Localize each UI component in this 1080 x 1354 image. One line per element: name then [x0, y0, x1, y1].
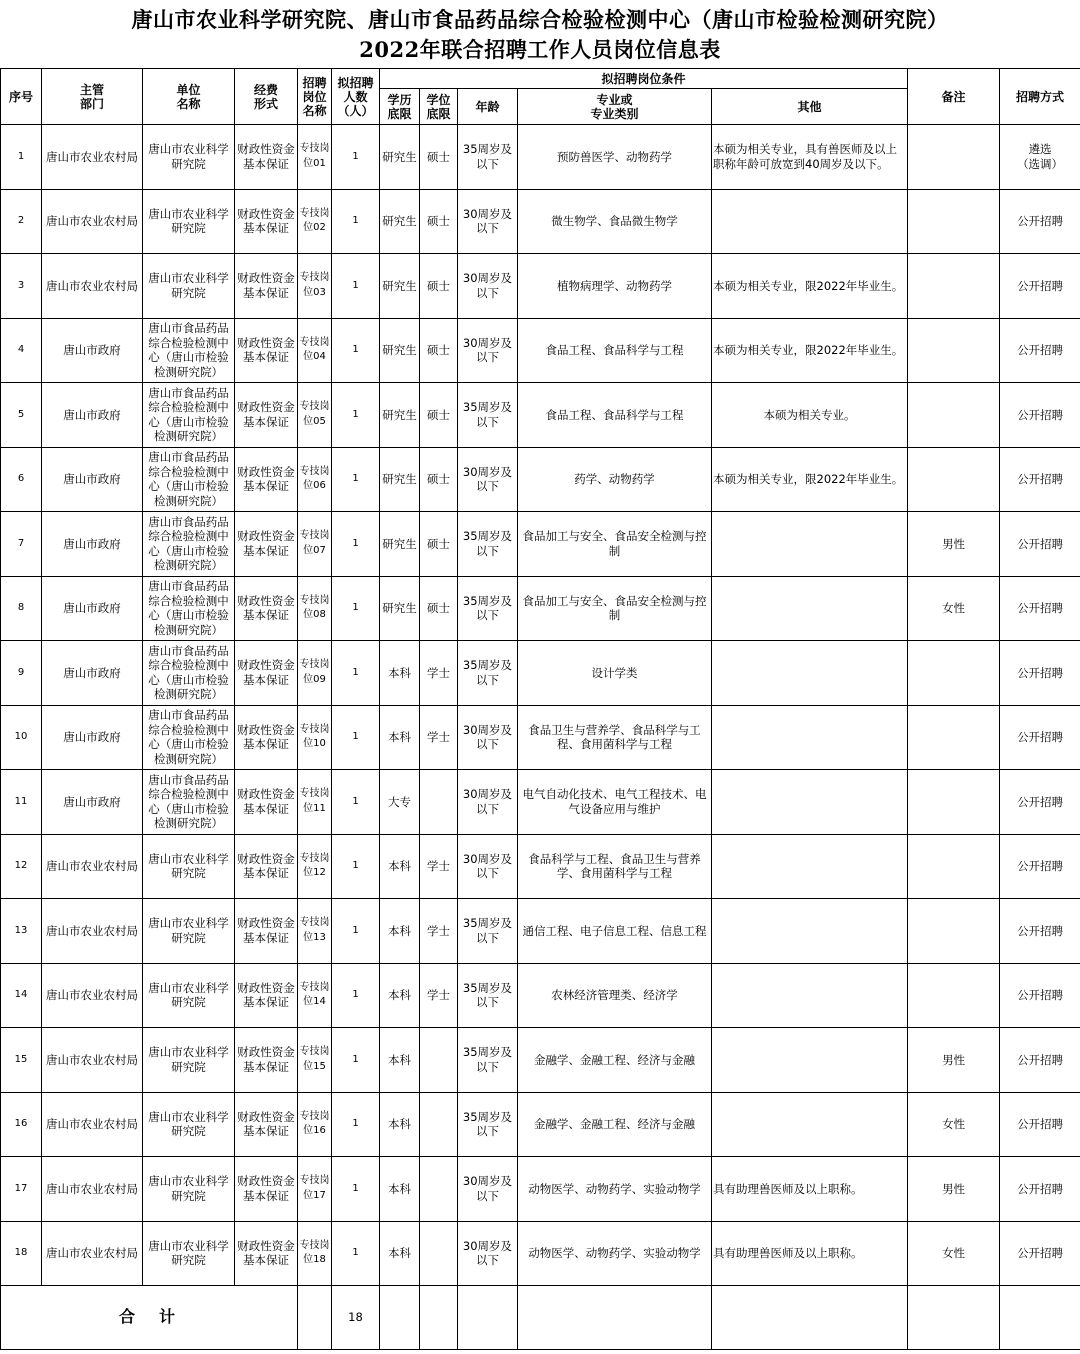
cell-funding: 财政性资金基本保证 [235, 576, 298, 641]
header-unit: 单位 名称 [143, 69, 235, 125]
cell-degree: 硕士 [420, 318, 458, 383]
cell-funding: 财政性资金基本保证 [235, 963, 298, 1028]
cell-method: 公开招聘 [1000, 1028, 1080, 1093]
cell-seq: 10 [1, 705, 42, 770]
header-conditions: 拟招聘岗位条件 [380, 69, 908, 89]
cell-funding: 财政性资金基本保证 [235, 899, 298, 964]
cell-age: 35周岁及以下 [458, 963, 518, 1028]
cell-method: 公开招聘 [1000, 383, 1080, 448]
header-remark: 备注 [908, 69, 1000, 125]
cell-remark: 男性 [908, 1157, 1000, 1222]
cell-other: 本硕为相关专业，限2022年毕业生。 [712, 318, 908, 383]
cell-post: 专技岗位04 [298, 318, 332, 383]
total-empty-cell [420, 1286, 458, 1350]
table-row [1, 447, 1080, 512]
cell-dept: 唐山市农业农村局 [42, 1092, 143, 1157]
cell-degree: 硕士 [420, 254, 458, 319]
cell-unit: 唐山市农业科学研究院 [143, 1028, 235, 1093]
cell-unit: 唐山市农业科学研究院 [143, 834, 235, 899]
cell-degree: 学士 [420, 834, 458, 899]
cell-degree: 硕士 [420, 383, 458, 448]
cell-age: 35周岁及以下 [458, 899, 518, 964]
table-row [1, 963, 1080, 1028]
cell-remark [908, 963, 1000, 1028]
total-row [1, 1286, 1080, 1350]
cell-unit: 唐山市食品药品综合检验检测中心（唐山市检验检测研究院） [143, 447, 235, 512]
total-empty-cell [1000, 1286, 1080, 1350]
cell-count: 1 [332, 512, 380, 577]
cell-age: 35周岁及以下 [458, 641, 518, 706]
cell-major: 预防兽医学、动物药学 [518, 125, 712, 190]
cell-count: 1 [332, 1221, 380, 1286]
cell-major: 电气自动化技术、电气工程技术、电气设备应用与维护 [518, 770, 712, 835]
cell-funding: 财政性资金基本保证 [235, 770, 298, 835]
table-row [1, 318, 1080, 383]
cell-post: 专技岗位09 [298, 641, 332, 706]
cell-other: 具有助理兽医师及以上职称。 [712, 1157, 908, 1222]
cell-edu: 研究生 [380, 189, 420, 254]
cell-major: 通信工程、电子信息工程、信息工程 [518, 899, 712, 964]
cell-count: 1 [332, 383, 380, 448]
cell-remark [908, 189, 1000, 254]
cell-age: 30周岁及以下 [458, 1221, 518, 1286]
cell-seq: 7 [1, 512, 42, 577]
cell-seq: 9 [1, 641, 42, 706]
cell-method: 遴选 （选调） [1000, 125, 1080, 190]
cell-method: 公开招聘 [1000, 189, 1080, 254]
cell-age: 30周岁及以下 [458, 318, 518, 383]
cell-major: 金融学、金融工程、经济与金融 [518, 1092, 712, 1157]
cell-age: 35周岁及以下 [458, 512, 518, 577]
cell-edu: 本科 [380, 1221, 420, 1286]
cell-post: 专技岗位08 [298, 576, 332, 641]
document-title [0, 0, 1080, 68]
cell-dept: 唐山市政府 [42, 576, 143, 641]
cell-dept: 唐山市政府 [42, 705, 143, 770]
cell-dept: 唐山市农业农村局 [42, 1028, 143, 1093]
cell-count: 1 [332, 770, 380, 835]
cell-major: 食品工程、食品科学与工程 [518, 383, 712, 448]
cell-funding: 财政性资金基本保证 [235, 1157, 298, 1222]
cell-funding: 财政性资金基本保证 [235, 318, 298, 383]
cell-other: 具有助理兽医师及以上职称。 [712, 1221, 908, 1286]
cell-degree: 学士 [420, 899, 458, 964]
cell-degree [420, 1221, 458, 1286]
cell-dept: 唐山市政府 [42, 512, 143, 577]
recruitment-table [0, 68, 1080, 1350]
cell-other [712, 834, 908, 899]
cell-funding: 财政性资金基本保证 [235, 512, 298, 577]
total-empty-cell [908, 1286, 1000, 1350]
cell-major: 动物医学、动物药学、实验动物学 [518, 1157, 712, 1222]
cell-count: 1 [332, 1157, 380, 1222]
title-line-2: 2022年联合招聘工作人员岗位信息表 [359, 37, 721, 62]
cell-dept: 唐山市农业农村局 [42, 1157, 143, 1222]
cell-degree: 学士 [420, 963, 458, 1028]
cell-edu: 研究生 [380, 383, 420, 448]
cell-unit: 唐山市食品药品综合检验检测中心（唐山市检验检测研究院） [143, 318, 235, 383]
cell-remark: 女性 [908, 1092, 1000, 1157]
header-post: 招聘 岗位 名称 [298, 69, 332, 125]
cell-unit: 唐山市食品药品综合检验检测中心（唐山市检验检测研究院） [143, 512, 235, 577]
cell-major: 农林经济管理类、经济学 [518, 963, 712, 1028]
cell-degree: 硕士 [420, 512, 458, 577]
cell-other [712, 770, 908, 835]
cell-seq: 4 [1, 318, 42, 383]
cell-edu: 本科 [380, 834, 420, 899]
table-row [1, 770, 1080, 835]
header-degree: 学位 底限 [420, 89, 458, 125]
cell-remark [908, 834, 1000, 899]
cell-major: 食品工程、食品科学与工程 [518, 318, 712, 383]
cell-funding: 财政性资金基本保证 [235, 705, 298, 770]
cell-degree: 硕士 [420, 189, 458, 254]
cell-post: 专技岗位12 [298, 834, 332, 899]
table-row [1, 189, 1080, 254]
cell-remark [908, 383, 1000, 448]
cell-degree: 学士 [420, 641, 458, 706]
cell-age: 35周岁及以下 [458, 576, 518, 641]
cell-remark: 女性 [908, 576, 1000, 641]
cell-count: 1 [332, 318, 380, 383]
cell-other: 本硕为相关专业。 [712, 383, 908, 448]
cell-remark [908, 899, 1000, 964]
total-empty-cell [380, 1286, 420, 1350]
table-row [1, 705, 1080, 770]
cell-seq: 15 [1, 1028, 42, 1093]
header-other: 其他 [712, 89, 908, 125]
cell-dept: 唐山市农业农村局 [42, 125, 143, 190]
cell-edu: 本科 [380, 1028, 420, 1093]
cell-other: 本硕为相关专业，限2022年毕业生。 [712, 254, 908, 319]
table-body [1, 125, 1080, 1286]
cell-degree: 硕士 [420, 447, 458, 512]
cell-edu: 本科 [380, 1092, 420, 1157]
cell-unit: 唐山市农业科学研究院 [143, 254, 235, 319]
cell-other [712, 1028, 908, 1093]
cell-post: 专技岗位10 [298, 705, 332, 770]
cell-unit: 唐山市农业科学研究院 [143, 189, 235, 254]
cell-count: 1 [332, 254, 380, 319]
cell-other [712, 899, 908, 964]
header-major: 专业或 专业类别 [518, 89, 712, 125]
cell-unit: 唐山市食品药品综合检验检测中心（唐山市检验检测研究院） [143, 383, 235, 448]
cell-other [712, 1092, 908, 1157]
cell-other [712, 705, 908, 770]
cell-remark [908, 705, 1000, 770]
cell-post: 专技岗位13 [298, 899, 332, 964]
cell-major: 微生物学、食品微生物学 [518, 189, 712, 254]
cell-unit: 唐山市农业科学研究院 [143, 899, 235, 964]
cell-count: 1 [332, 705, 380, 770]
total-empty-cell [712, 1286, 908, 1350]
cell-age: 35周岁及以下 [458, 125, 518, 190]
cell-edu: 研究生 [380, 125, 420, 190]
cell-seq: 1 [1, 125, 42, 190]
cell-post: 专技岗位18 [298, 1221, 332, 1286]
cell-count: 1 [332, 899, 380, 964]
cell-funding: 财政性资金基本保证 [235, 1028, 298, 1093]
cell-count: 1 [332, 125, 380, 190]
table-row [1, 1092, 1080, 1157]
cell-edu: 本科 [380, 705, 420, 770]
cell-method: 公开招聘 [1000, 576, 1080, 641]
cell-seq: 11 [1, 770, 42, 835]
cell-seq: 14 [1, 963, 42, 1028]
header-funding: 经费 形式 [235, 69, 298, 125]
cell-dept: 唐山市政府 [42, 447, 143, 512]
cell-funding: 财政性资金基本保证 [235, 1092, 298, 1157]
cell-major: 食品卫生与营养学、食品科学与工程、食用菌科学与工程 [518, 705, 712, 770]
cell-method: 公开招聘 [1000, 447, 1080, 512]
cell-edu: 研究生 [380, 318, 420, 383]
cell-seq: 17 [1, 1157, 42, 1222]
cell-funding: 财政性资金基本保证 [235, 447, 298, 512]
title-line-1: 唐山市农业科学研究院、唐山市食品药品综合检验检测中心（唐山市检验检测研究院） [131, 7, 949, 32]
cell-post: 专技岗位02 [298, 189, 332, 254]
cell-method: 公开招聘 [1000, 512, 1080, 577]
cell-dept: 唐山市政府 [42, 383, 143, 448]
cell-count: 1 [332, 576, 380, 641]
cell-seq: 8 [1, 576, 42, 641]
cell-dept: 唐山市政府 [42, 770, 143, 835]
cell-remark [908, 770, 1000, 835]
cell-edu: 研究生 [380, 254, 420, 319]
cell-count: 1 [332, 834, 380, 899]
cell-post: 专技岗位07 [298, 512, 332, 577]
cell-degree: 硕士 [420, 576, 458, 641]
cell-age: 30周岁及以下 [458, 834, 518, 899]
cell-method: 公开招聘 [1000, 834, 1080, 899]
cell-count: 1 [332, 1092, 380, 1157]
cell-seq: 2 [1, 189, 42, 254]
cell-funding: 财政性资金基本保证 [235, 641, 298, 706]
cell-unit: 唐山市农业科学研究院 [143, 1157, 235, 1222]
cell-seq: 18 [1, 1221, 42, 1286]
cell-count: 1 [332, 447, 380, 512]
cell-age: 30周岁及以下 [458, 189, 518, 254]
cell-major: 药学、动物药学 [518, 447, 712, 512]
cell-major: 食品加工与安全、食品安全检测与控制 [518, 512, 712, 577]
cell-post: 专技岗位01 [298, 125, 332, 190]
cell-dept: 唐山市农业农村局 [42, 963, 143, 1028]
cell-remark [908, 254, 1000, 319]
table-row [1, 899, 1080, 964]
cell-major: 食品科学与工程、食品卫生与营养学、食用菌科学与工程 [518, 834, 712, 899]
total-count: 18 [332, 1286, 380, 1350]
cell-post: 专技岗位11 [298, 770, 332, 835]
cell-degree: 硕士 [420, 125, 458, 190]
cell-remark: 男性 [908, 512, 1000, 577]
header-age: 年龄 [458, 89, 518, 125]
cell-post: 专技岗位16 [298, 1092, 332, 1157]
total-post-cell [298, 1286, 332, 1350]
cell-funding: 财政性资金基本保证 [235, 834, 298, 899]
cell-remark [908, 447, 1000, 512]
header-count: 拟招聘 人数 （人） [332, 69, 380, 125]
cell-unit: 唐山市食品药品综合检验检测中心（唐山市检验检测研究院） [143, 641, 235, 706]
cell-edu: 研究生 [380, 512, 420, 577]
cell-method: 公开招聘 [1000, 254, 1080, 319]
cell-method: 公开招聘 [1000, 1092, 1080, 1157]
cell-edu: 本科 [380, 641, 420, 706]
cell-edu: 本科 [380, 899, 420, 964]
cell-count: 1 [332, 641, 380, 706]
header-method: 招聘方式 [1000, 69, 1080, 125]
cell-post: 专技岗位05 [298, 383, 332, 448]
cell-other [712, 576, 908, 641]
cell-edu: 本科 [380, 1157, 420, 1222]
cell-degree [420, 770, 458, 835]
cell-age: 30周岁及以下 [458, 705, 518, 770]
table-row [1, 125, 1080, 190]
cell-remark [908, 318, 1000, 383]
table-row [1, 641, 1080, 706]
table-row [1, 1028, 1080, 1093]
cell-other [712, 641, 908, 706]
cell-seq: 5 [1, 383, 42, 448]
cell-unit: 唐山市农业科学研究院 [143, 1092, 235, 1157]
cell-age: 35周岁及以下 [458, 1028, 518, 1093]
cell-other: 本硕为相关专业，具有兽医师及以上职称年龄可放宽到40周岁及以下。 [712, 125, 908, 190]
cell-unit: 唐山市农业科学研究院 [143, 963, 235, 1028]
cell-funding: 财政性资金基本保证 [235, 189, 298, 254]
cell-seq: 3 [1, 254, 42, 319]
cell-method: 公开招聘 [1000, 705, 1080, 770]
cell-method: 公开招聘 [1000, 963, 1080, 1028]
cell-edu: 大专 [380, 770, 420, 835]
cell-unit: 唐山市农业科学研究院 [143, 1221, 235, 1286]
table-row [1, 512, 1080, 577]
cell-other [712, 512, 908, 577]
cell-count: 1 [332, 963, 380, 1028]
total-empty-cell [518, 1286, 712, 1350]
total-label: 合 计 [1, 1286, 298, 1350]
cell-method: 公开招聘 [1000, 318, 1080, 383]
header-edu: 学历 底限 [380, 89, 420, 125]
cell-edu: 研究生 [380, 447, 420, 512]
cell-other: 本硕为相关专业，限2022年毕业生。 [712, 447, 908, 512]
table-row [1, 383, 1080, 448]
cell-method: 公开招聘 [1000, 770, 1080, 835]
cell-seq: 13 [1, 899, 42, 964]
table-row [1, 254, 1080, 319]
cell-dept: 唐山市政府 [42, 318, 143, 383]
cell-edu: 本科 [380, 963, 420, 1028]
cell-unit: 唐山市食品药品综合检验检测中心（唐山市检验检测研究院） [143, 770, 235, 835]
cell-seq: 16 [1, 1092, 42, 1157]
table-row [1, 576, 1080, 641]
total-empty-cell [458, 1286, 518, 1350]
cell-funding: 财政性资金基本保证 [235, 383, 298, 448]
cell-other [712, 963, 908, 1028]
cell-method: 公开招聘 [1000, 1157, 1080, 1222]
table-row [1, 1221, 1080, 1286]
cell-post: 专技岗位17 [298, 1157, 332, 1222]
cell-major: 金融学、金融工程、经济与金融 [518, 1028, 712, 1093]
cell-count: 1 [332, 1028, 380, 1093]
cell-age: 30周岁及以下 [458, 447, 518, 512]
cell-age: 30周岁及以下 [458, 770, 518, 835]
cell-unit: 唐山市食品药品综合检验检测中心（唐山市检验检测研究院） [143, 576, 235, 641]
cell-remark: 男性 [908, 1028, 1000, 1093]
header-dept: 主管 部门 [42, 69, 143, 125]
cell-post: 专技岗位15 [298, 1028, 332, 1093]
table-row [1, 834, 1080, 899]
cell-remark [908, 125, 1000, 190]
cell-degree: 学士 [420, 705, 458, 770]
cell-degree [420, 1157, 458, 1222]
cell-post: 专技岗位14 [298, 963, 332, 1028]
cell-unit: 唐山市农业科学研究院 [143, 125, 235, 190]
cell-unit: 唐山市食品药品综合检验检测中心（唐山市检验检测研究院） [143, 705, 235, 770]
cell-other [712, 189, 908, 254]
cell-age: 30周岁及以下 [458, 254, 518, 319]
cell-seq: 12 [1, 834, 42, 899]
cell-funding: 财政性资金基本保证 [235, 1221, 298, 1286]
cell-funding: 财政性资金基本保证 [235, 254, 298, 319]
cell-dept: 唐山市农业农村局 [42, 189, 143, 254]
cell-major: 食品加工与安全、食品安全检测与控制 [518, 576, 712, 641]
cell-age: 35周岁及以下 [458, 383, 518, 448]
table-row [1, 1157, 1080, 1222]
cell-edu: 研究生 [380, 576, 420, 641]
cell-dept: 唐山市农业农村局 [42, 899, 143, 964]
cell-count: 1 [332, 189, 380, 254]
cell-method: 公开招聘 [1000, 641, 1080, 706]
cell-major: 动物医学、动物药学、实验动物学 [518, 1221, 712, 1286]
header-seq: 序号 [1, 69, 42, 125]
cell-post: 专技岗位03 [298, 254, 332, 319]
cell-funding: 财政性资金基本保证 [235, 125, 298, 190]
cell-dept: 唐山市农业农村局 [42, 834, 143, 899]
cell-age: 35周岁及以下 [458, 1092, 518, 1157]
cell-age: 30周岁及以下 [458, 1157, 518, 1222]
cell-remark: 女性 [908, 1221, 1000, 1286]
cell-post: 专技岗位06 [298, 447, 332, 512]
cell-degree [420, 1092, 458, 1157]
cell-seq: 6 [1, 447, 42, 512]
cell-method: 公开招聘 [1000, 1221, 1080, 1286]
cell-major: 设计学类 [518, 641, 712, 706]
cell-method: 公开招聘 [1000, 899, 1080, 964]
cell-dept: 唐山市政府 [42, 641, 143, 706]
cell-dept: 唐山市农业农村局 [42, 254, 143, 319]
cell-dept: 唐山市农业农村局 [42, 1221, 143, 1286]
cell-major: 植物病理学、动物药学 [518, 254, 712, 319]
cell-degree [420, 1028, 458, 1093]
cell-remark [908, 641, 1000, 706]
